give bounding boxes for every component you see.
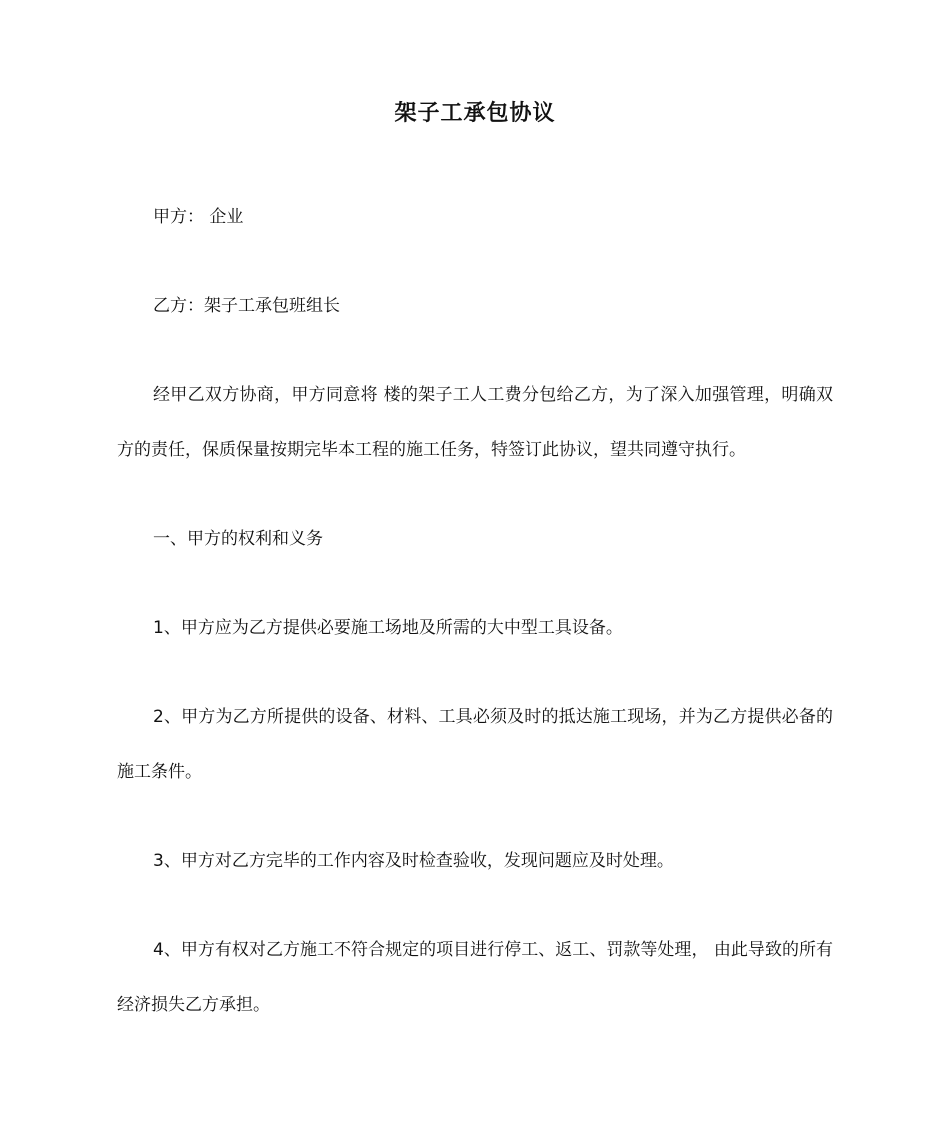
clause-item-1: 1、甲方应为乙方提供必要施工场地及所需的大中型工具设备。 [153,618,623,638]
clause-item-2: 2、甲方为乙方所提供的设备、材料、工具必须及时的抵达施工现场，并为乙方提供必备的施工条件。 [117,707,833,782]
clause-item-3: 3、甲方对乙方完毕的工作内容及时检查验收，发现问题应及时处理。 [153,851,674,871]
clause-item-4: 4、甲方有权对乙方施工不符合规定的项目进行停工、返工、罚款等处理， 由此导致的所有经济损失乙方承担。 [117,940,833,1015]
document-title: 架子工承包协议 [394,101,556,126]
party-a-line: 甲方： 企业 [153,207,244,227]
party-b-line: 乙方：架子工承包班组长 [153,296,340,316]
preamble-paragraph: 经甲乙双方协商，甲方同意将 楼的架子工人工费分包给乙方，为了深入加强管理，明确双方的责任，保质保量按期完毕本工程的施工任务，特签订此协议，望共同遵守执行。 [117,385,833,460]
section-heading-party-a-rights: 一、甲方的权利和义务 [153,529,323,549]
